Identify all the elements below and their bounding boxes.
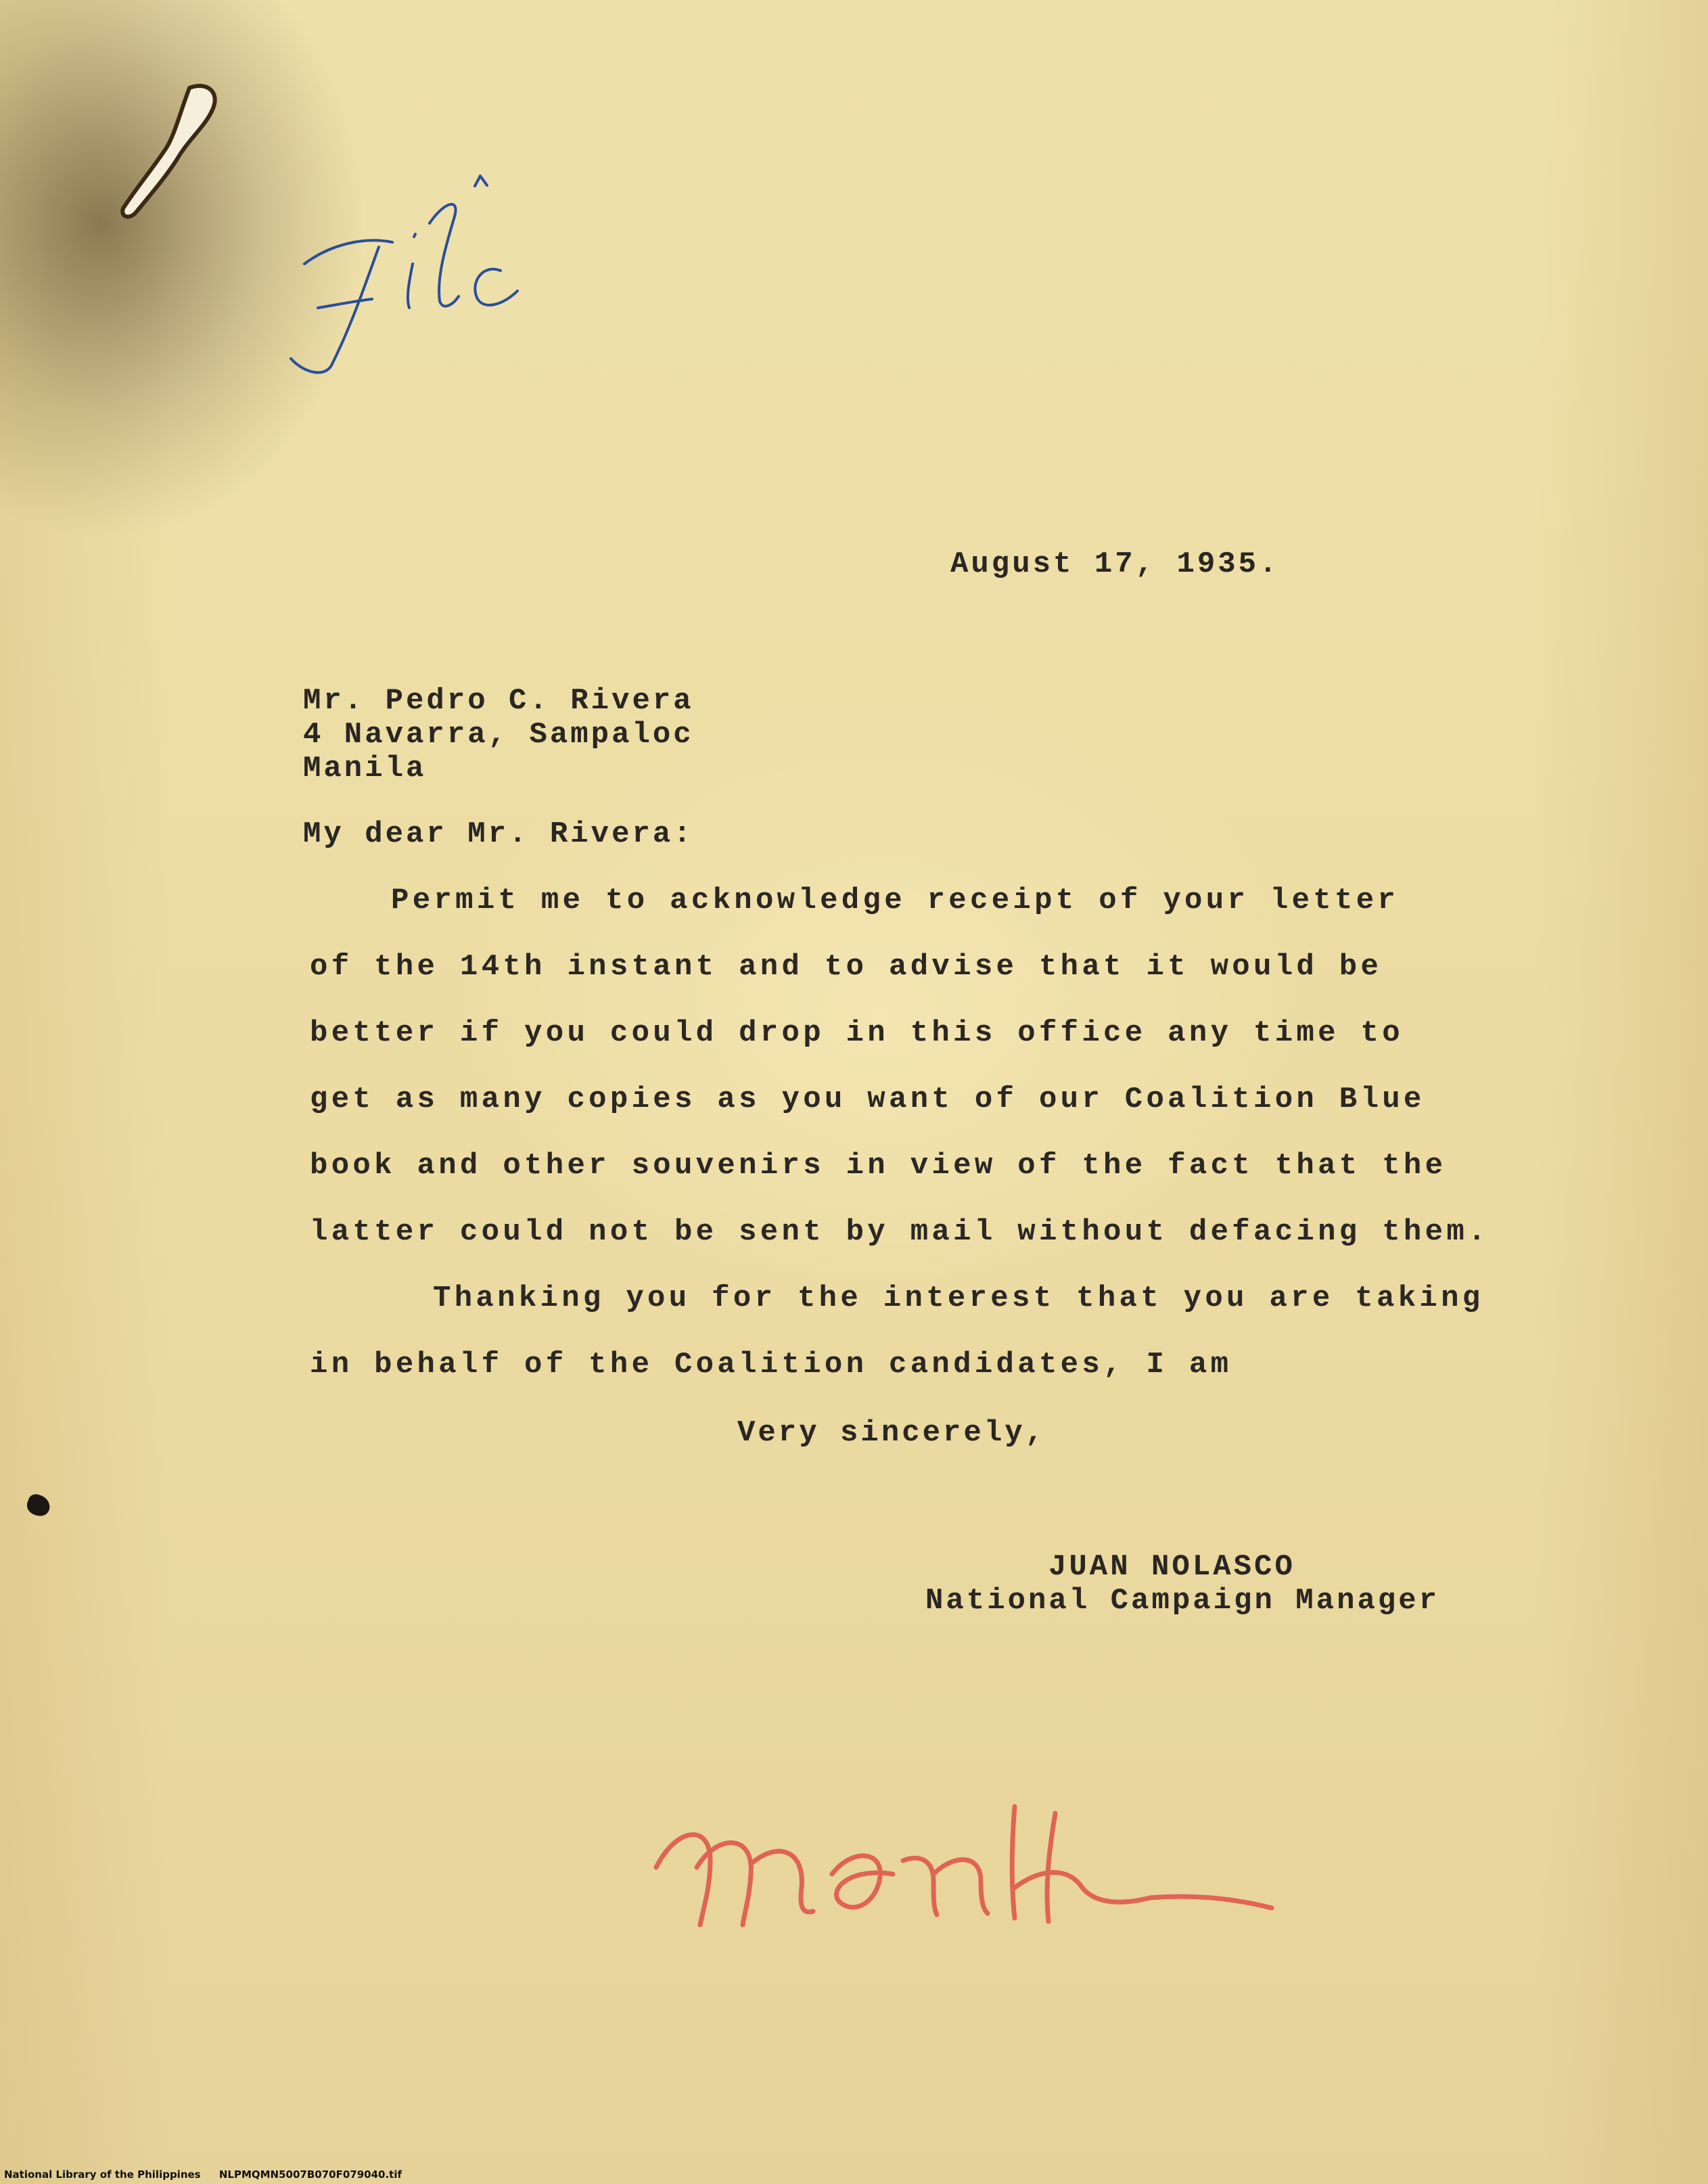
body-line: Permit me to acknowledge receipt of your letter — [391, 884, 1400, 917]
file-annotation-icon — [277, 162, 534, 386]
recipient-city: Manila — [303, 752, 427, 786]
burn-hole-icon — [88, 74, 264, 237]
body-line: book and other souvenirs in view of the fact that the — [310, 1149, 1447, 1183]
footer-file-id: NLPMQMN5007B070F079040.tif — [218, 2168, 402, 2181]
body-line: of the 14th instant and to advise that it would be — [310, 950, 1383, 984]
footer-institution: National Library of the Philippines — [4, 2168, 201, 2181]
body-line: better if you could drop in this office any time to — [310, 1016, 1404, 1050]
signer-title: National Campaign Manager — [925, 1584, 1440, 1618]
letter-date: August 17, 1935. — [950, 547, 1280, 581]
salutation: My dear Mr. Rivera: — [303, 817, 694, 851]
body-line: latter could not be sent by mail without defacing them. — [310, 1215, 1490, 1249]
recipient-name: Mr. Pedro C. Rivera — [303, 684, 694, 718]
body-line: in behalf of the Coalition candidates, I am — [310, 1348, 1232, 1382]
red-handwriting-icon — [636, 1786, 1299, 1955]
recipient-street: 4 Navarra, Sampaloc — [303, 718, 694, 752]
body-line: Thanking you for the interest that you are taking — [433, 1281, 1484, 1315]
closing: Very sincerely, — [737, 1416, 1046, 1450]
body-line: get as many copies as you want of our Coalition Blue — [310, 1083, 1425, 1116]
signer-name: JUAN NOLASCO — [1048, 1550, 1295, 1584]
archive-footer — [0, 2165, 680, 2184]
ink-blot — [24, 1492, 53, 1519]
